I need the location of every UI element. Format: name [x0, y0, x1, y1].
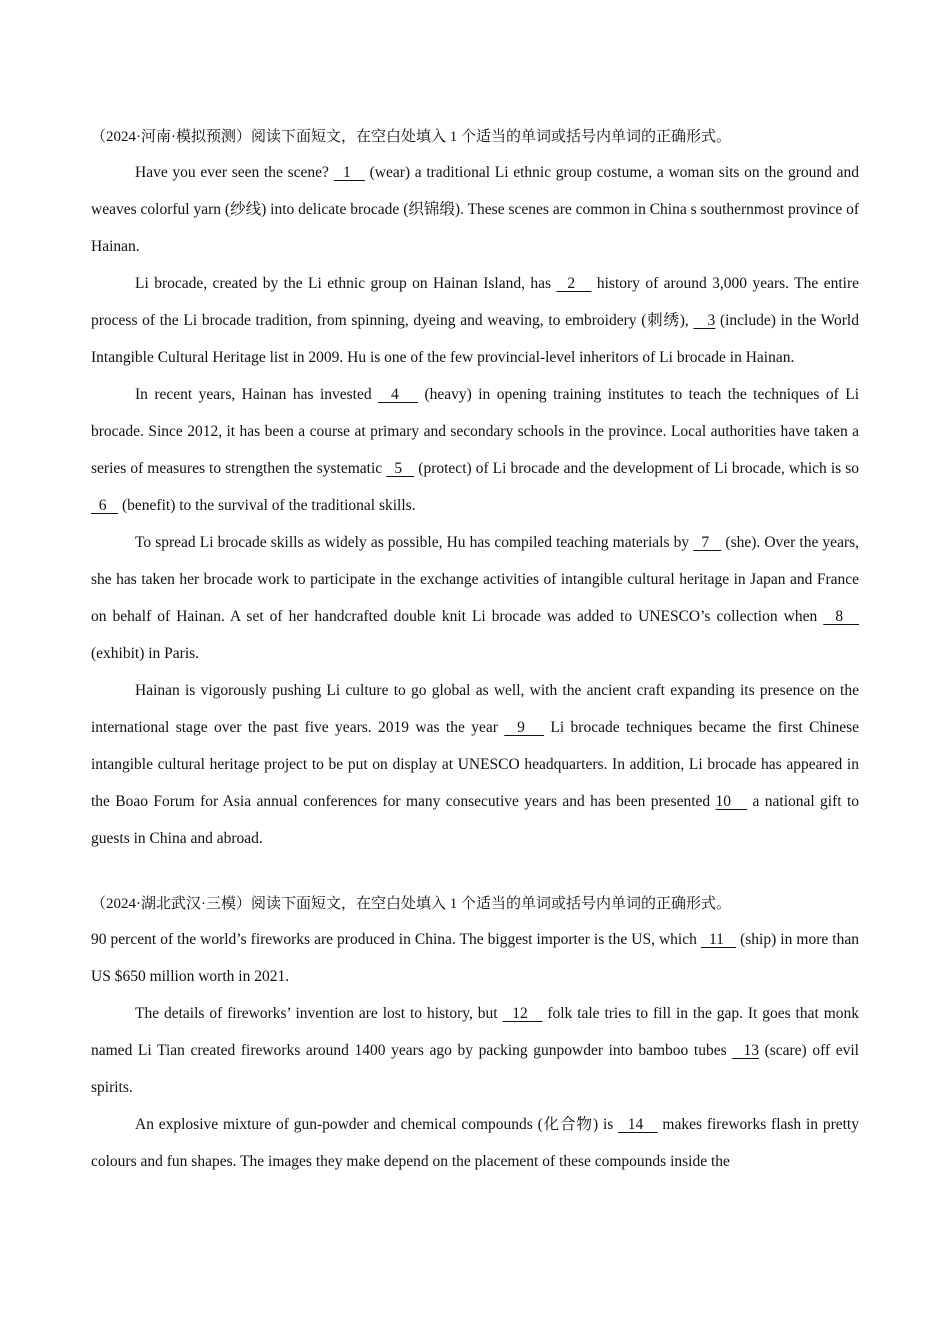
section-1-paragraph-5: Hainan is vigorously pushing Li culture to go global as well, with the ancient craft expanding its presence on the international stage over the past five years. 2019 was the year 9 Li brocade techniques became the first Chinese intangible cultural heritage project to be put on display at UNESCO headquarters. In addition, Li brocade has appeared in the Boao Forum for Asia annual conferences for many consecutive years and has been presented 10 a national gift to guests in China and abroad.: [91, 682, 860, 847]
section-2-paragraph-1: 90 percent of the world’s fireworks are produced in China. The biggest importer is the US, which 11 (ship) in more than US $650 million worth in 2021.: [91, 931, 859, 985]
section-1-paragraph-1: Have you ever seen the scene? 1 (wear) a traditional Li ethnic group costume, a woman sits on the ground and weaves colorful yarn (纱线) into delicate brocade (织锦缎). These scenes are common in China s southernmost province of Hainan.: [91, 164, 859, 255]
blank-14[interactable]: 14: [618, 1116, 658, 1133]
blank-10[interactable]: 10: [715, 793, 748, 810]
section-2-paragraph-3: An explosive mixture of gun-powder and chemical compounds (化合物) is 14 makes fireworks flash in pretty colours and fun shapes. The images they make depend on the placement of these compounds inside the: [91, 1116, 859, 1170]
blank-4[interactable]: 4: [378, 386, 419, 403]
section-divider: [91, 857, 859, 887]
blank-13[interactable]: 13: [732, 1042, 759, 1059]
blank-2[interactable]: 2: [556, 275, 592, 292]
blank-8[interactable]: 8: [823, 608, 859, 625]
section-1-paragraph-4: To spread Li brocade skills as widely as possible, Hu has compiled teaching materials by 7 (she). Over the years, she has taken her brocade work to participate in the exchange activities of intangible cultural heritage in Japan and France on behalf of Hainan. A set of her handcrafted double knit Li brocade was added to UNESCO’s collection when 8 (exhibit) in Paris.: [91, 534, 860, 662]
document-page: [91, 120, 859, 1180]
section-2-header: （2024·湖北武汉·三模）阅读下面短文，在空白处填入 1 个适当的单词或括号内单词的正确形式。: [91, 896, 731, 912]
section-1-paragraph-2: Li brocade, created by the Li ethnic group on Hainan Island, has 2 history of around 3,000 years. The entire process of the Li brocade tradition, from spinning, dyeing and weaving, to embroidery (刺绣), 3 (include) in the World Intangible Cultural Heritage list in 2009. Hu is one of the few provincial-level inheritors of Li brocade in Hainan.: [91, 275, 859, 366]
blank-5[interactable]: 5: [386, 460, 415, 477]
blank-11[interactable]: 11: [700, 931, 737, 948]
blank-12[interactable]: 12: [502, 1005, 543, 1022]
section-2-paragraph-2: The details of fireworks’ invention are lost to history, but 12 folk tale tries to fill in the gap. It goes that monk named Li Tian created fireworks around 1400 years ago by packing gunpowder into bamboo tubes 13 (scare) off evil spirits.: [91, 1005, 859, 1096]
section-1-header: （2024·河南·模拟预测）阅读下面短文，在空白处填入 1 个适当的单词或括号内单词的正确形式。: [91, 129, 731, 145]
blank-7[interactable]: 7: [693, 534, 722, 551]
blank-3[interactable]: 3: [693, 312, 716, 329]
blank-1[interactable]: 1: [333, 164, 365, 181]
blank-9[interactable]: 9: [504, 719, 544, 736]
section-1-paragraph-3: In recent years, Hainan has invested 4 (heavy) in opening training institutes to teach the techniques of Li brocade. Since 2012, it has been a course at primary and secondary schools in the province. Local authorities have taken a series of measures to strengthen the systematic 5 (protect) of Li brocade and the development of Li brocade, which is so 6 (benefit) to the survival of the traditional skills.: [91, 386, 860, 514]
blank-6[interactable]: 6: [91, 497, 119, 514]
